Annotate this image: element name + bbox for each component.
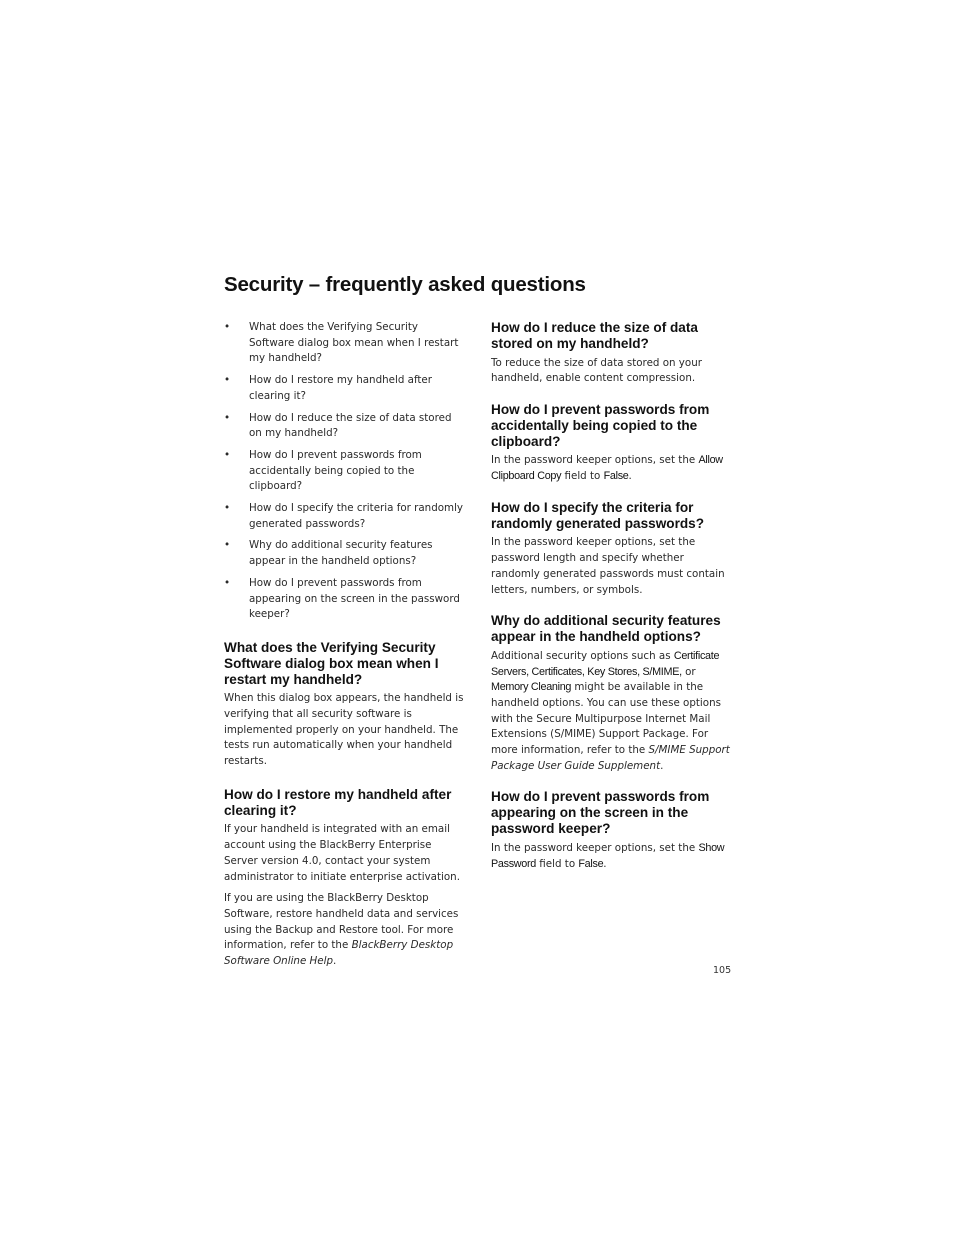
body-text: . xyxy=(603,857,607,870)
section-heading: How do I specify the criteria for randomly generated passwords? xyxy=(491,499,705,531)
section-body xyxy=(491,841,731,872)
bullet-icon: • xyxy=(224,411,231,424)
list-item-text: How do I restore my handheld after clearing it? xyxy=(249,374,433,402)
section-body: If your handheld is integrated with an email account using the BlackBerry Enterprise Server version 4.0, contact your system administrator to initiate enterprise activation. xyxy=(224,823,460,883)
body-text: field to xyxy=(536,857,579,870)
list-item xyxy=(224,320,464,367)
section-body xyxy=(491,453,731,484)
bullet-icon: • xyxy=(224,374,231,387)
right-column xyxy=(491,320,731,872)
section-reduce xyxy=(491,320,731,387)
section-verifying xyxy=(224,640,464,770)
section-heading: How do I restore my handheld after clearing it? xyxy=(224,786,452,818)
list-item xyxy=(224,538,464,569)
section-body xyxy=(491,649,731,775)
body-text: . xyxy=(628,470,632,483)
ui-field-name: Allow Clipboard Copy xyxy=(491,454,723,483)
doc-reference: S/MIME Support Package User Guide Supplement xyxy=(491,744,730,772)
body-text: In the password keeper options, set the xyxy=(491,841,699,854)
ui-option-name: Memory Cleaning xyxy=(491,681,572,694)
bullet-icon: • xyxy=(224,448,231,461)
list-item-text: How do I prevent passwords from appearing on the screen in the password keeper? xyxy=(249,576,460,621)
body-text: might be available in the handheld options. You can use these options with the Secure Multipurpose Internet Mail Extensions (S/MIME) Support Package. For more information, refer to the xyxy=(491,681,721,757)
list-item-text: How do I reduce the size of data stored on my handheld? xyxy=(249,411,452,440)
body-text: In the password keeper options, set the xyxy=(491,454,699,467)
list-item xyxy=(224,576,464,623)
section-heading: How do I prevent passwords from appearing on the screen in the password keeper? xyxy=(491,789,710,837)
list-item xyxy=(224,373,464,404)
section-additional xyxy=(491,613,731,774)
list-item-text: Why do additional security features appear in the handheld options? xyxy=(249,539,433,568)
ui-option-names: Certificate Servers, Certificates, Key Stores, S/MIME, xyxy=(491,649,720,678)
section-heading: What does the Verifying Security Software dialog box mean when I restart my handheld? xyxy=(224,639,439,687)
body-text: . xyxy=(660,759,664,772)
page-title: Security – frequently asked questions xyxy=(224,273,586,296)
section-heading: How do I reduce the size of data stored on my handheld? xyxy=(491,320,698,351)
section-clipboard xyxy=(491,402,731,485)
bullet-icon: • xyxy=(224,321,231,333)
section-showpass xyxy=(491,789,731,872)
bullet-icon: • xyxy=(224,502,231,515)
bullet-icon: • xyxy=(224,539,231,552)
section-body: To reduce the size of data stored on your handheld, enable content compression. xyxy=(491,356,702,385)
section-body xyxy=(224,891,464,970)
list-item-text: How do I prevent passwords from accidentally being copied to the clipboard? xyxy=(249,448,422,493)
page-number: 105 xyxy=(713,965,732,976)
list-item xyxy=(224,411,464,442)
list-item-text: What does the Verifying Security Software dialog box mean when I restart my handheld? xyxy=(249,321,459,365)
body-text: or xyxy=(681,665,696,678)
section-body: In the password keeper options, set the password length and specify whether randomly generated passwords must contain letters, numbers, or symbols. xyxy=(491,536,725,596)
doc-reference: BlackBerry Desktop Software Online Help xyxy=(224,939,454,968)
section-restore xyxy=(224,787,464,970)
body-text: Additional security options such as xyxy=(491,649,674,662)
body-text: . xyxy=(333,955,337,968)
section-heading: How do I prevent passwords from accidentally being copied to the clipboard? xyxy=(491,402,710,449)
section-criteria xyxy=(491,500,731,598)
body-text: field to xyxy=(561,470,604,483)
ui-field-value: False xyxy=(603,470,629,483)
list-item xyxy=(224,501,464,532)
question-list xyxy=(224,320,464,623)
ui-field-value: False xyxy=(578,857,604,870)
section-body: When this dialog box appears, the handheld is verifying that all security software is implemented properly on your handheld. The tests run automatically when your handheld restarts. xyxy=(224,692,464,768)
bullet-icon: • xyxy=(224,576,231,589)
section-heading: Why do additional security features appear in the handheld options? xyxy=(491,613,721,644)
list-item-text: How do I specify the criteria for randomly generated passwords? xyxy=(249,502,464,530)
body-text: If you are using the BlackBerry Desktop Software, restore handheld data and services using the Backup and Restore tool. For more information, refer to the xyxy=(224,892,459,952)
ui-field-name: Show Password xyxy=(491,841,725,870)
list-item xyxy=(224,448,464,495)
left-column xyxy=(224,320,464,970)
